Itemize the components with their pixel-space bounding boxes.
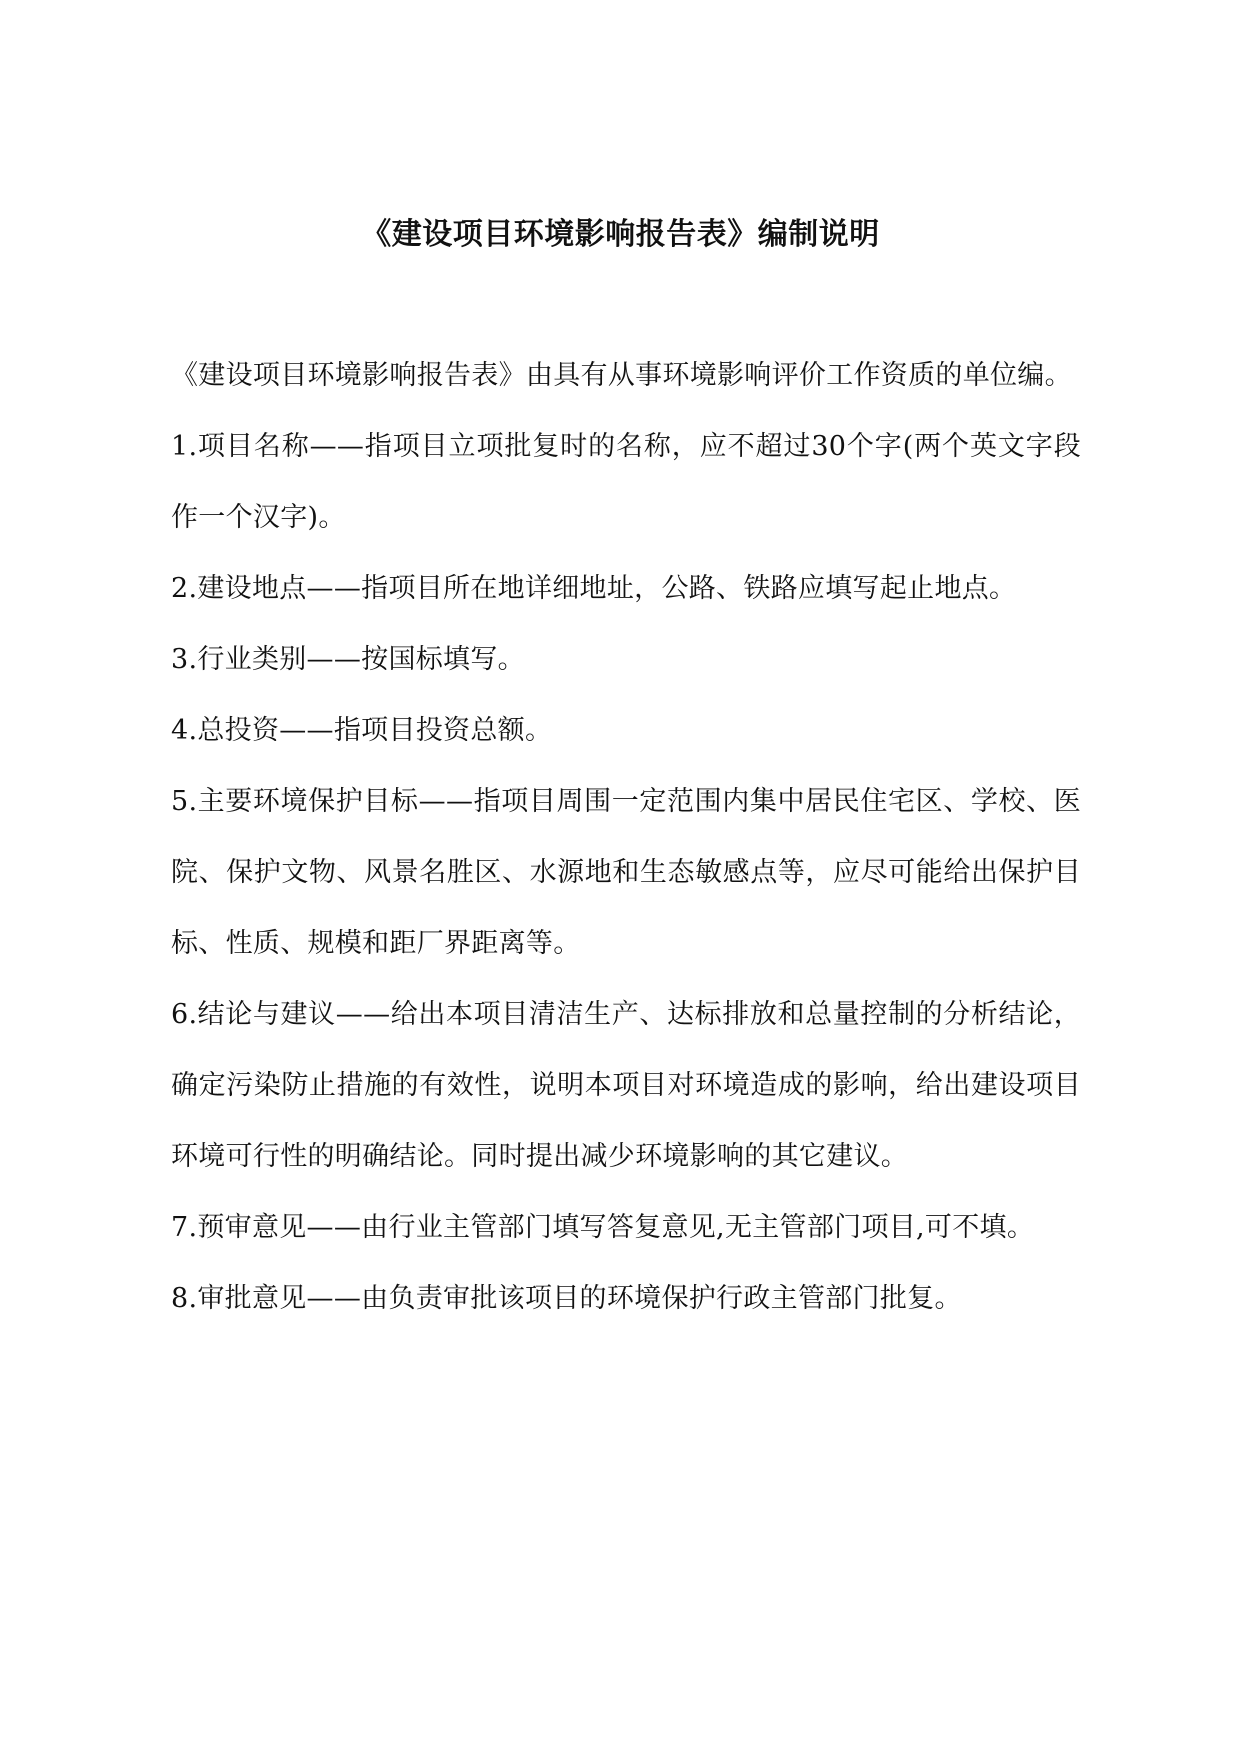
paragraph-intro: 《建设项目环境影响报告表》由具有从事环境影响评价工作资质的单位编。 — [171, 360, 1072, 391]
paragraph-item-5: 5.主要环境保护目标——指项目周围一定范围内集中居民住宅区、学校、医院、保护文物、风景名胜区、水源地和生态敏感点等，应尽可能给出保护目标、性质、规模和距厂界距离等。 — [171, 786, 1081, 959]
document-title: 《建设项目环境影响报告表》编制说明 — [361, 217, 880, 252]
paragraph-item-3: 3.行业类别——按国标填写。 — [171, 644, 525, 675]
paragraph-item-1: 1.项目名称——指项目立项批复时的名称，应不超过30个字(两个英文字段作一个汉字)。 — [171, 431, 1081, 533]
paragraph-item-7: 7.预审意见——由行业主管部门填写答复意见,无主管部门项目,可不填。 — [171, 1212, 1035, 1243]
document-body — [171, 340, 1081, 1334]
paragraph-item-8: 8.审批意见——由负责审批该项目的环境保护行政主管部门批复。 — [171, 1283, 962, 1314]
paragraph-item-2: 2.建设地点——指项目所在地详细地址，公路、铁路应填写起止地点。 — [171, 573, 1017, 604]
paragraph-item-4: 4.总投资——指项目投资总额。 — [171, 715, 553, 746]
paragraph-item-6: 6.结论与建议——给出本项目清洁生产、达标排放和总量控制的分析结论，确定污染防止措施的有效性，说明本项目对环境造成的影响，给出建设项目环境可行性的明确结论。同时提出减少环境影响的其它建议。 — [171, 999, 1081, 1172]
